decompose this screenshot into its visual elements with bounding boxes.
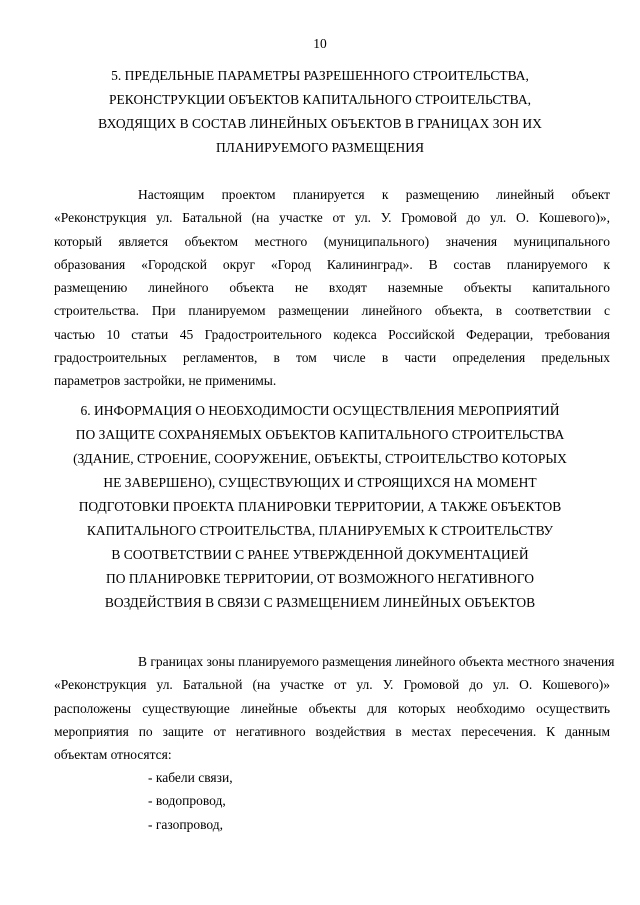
section-6-heading xyxy=(70,399,570,615)
section-6-heading-line: ПО ЗАЩИТЕ СОХРАНЯЕМЫХ ОБЪЕКТОВ КАПИТАЛЬНОГО СТРОИТЕЛЬСТВА xyxy=(75,427,565,442)
section-5-paragraph xyxy=(54,183,610,393)
paragraph-line: частью 10 статьи 45 Градостроительного кодекса Российской Федерации, требования xyxy=(54,326,610,342)
section-5-heading-line: ВХОДЯЩИХ В СОСТАВ ЛИНЕЙНЫХ ОБЪЕКТОВ В ГРАНИЦАХ ЗОН ИХ xyxy=(98,116,542,131)
paragraph-line: градостроительных регламентов, в том числе в части определения предельных xyxy=(54,350,610,366)
list-item: - газопровод, xyxy=(148,816,224,832)
section-6-heading-line: (ЗДАНИЕ, СТРОЕНИЕ, СООРУЖЕНИЕ, ОБЪЕКТЫ, СТРОИТЕЛЬСТВО КОТОРЫХ xyxy=(73,451,567,466)
section-5-heading-line: РЕКОНСТРУКЦИИ ОБЪЕКТОВ КАПИТАЛЬНОГО СТРОИТЕЛЬСТВА, xyxy=(109,92,531,107)
list-item: - кабели связи, xyxy=(148,770,233,785)
section-6-paragraph xyxy=(54,650,615,766)
paragraph-line: который является объектом местного (муниципального) значения муниципального xyxy=(54,233,610,249)
page-number: 10 xyxy=(313,36,327,51)
paragraph-line: объектам относятся: xyxy=(54,747,172,763)
paragraph-line: «Реконструкция ул. Батальной (на участке от ул. У. Громовой до ул. О. Кошевого)» xyxy=(54,677,610,693)
paragraph-line: параметров застройки, не применимы. xyxy=(54,373,277,389)
section-6-heading-line: КАПИТАЛЬНОГО СТРОИТЕЛЬСТВА, ПЛАНИРУЕМЫХ К СТРОИТЕЛЬСТВУ xyxy=(86,523,554,538)
protected-objects-list xyxy=(148,766,233,836)
section-5-heading-line: 5. ПРЕДЕЛЬНЫЕ ПАРАМЕТРЫ РАЗРЕШЕННОГО СТРОИТЕЛЬСТВА, xyxy=(111,68,529,83)
paragraph-line: образования «Городской округ «Город Калининград». В состав планируемого к xyxy=(54,256,610,272)
paragraph-line: Настоящим проектом планируется к размещению линейный объект xyxy=(138,187,610,202)
paragraph-line: мероприятия по защите от негативного воздействия в местах пересечения. К данным xyxy=(54,723,610,739)
paragraph-line: размещению линейного объекта не входят наземные объекты капитального xyxy=(54,280,610,296)
paragraph-line: «Реконструкция ул. Батальной (на участке от ул. У. Громовой до ул. О. Кошевого)», xyxy=(54,210,610,226)
section-6-heading-line: ПО ПЛАНИРОВКЕ ТЕРРИТОРИИ, ОТ ВОЗМОЖНОГО НЕГАТИВНОГО xyxy=(105,571,534,586)
section-5-heading-line: ПЛАНИРУЕМОГО РАЗМЕЩЕНИЯ xyxy=(215,140,425,155)
section-6-heading-line: ПОДГОТОВКИ ПРОЕКТА ПЛАНИРОВКИ ТЕРРИТОРИИ, А ТАКЖЕ ОБЪЕКТОВ xyxy=(78,499,562,514)
paragraph-line: В границах зоны планируемого размещения линейного объекта местного значения xyxy=(138,654,615,669)
section-6-heading-line: В СООТВЕТСТВИИ С РАНЕЕ УТВЕРЖДЕННОЙ ДОКУМЕНТАЦИЕЙ xyxy=(111,547,529,562)
paragraph-line: расположены существующие линейные объекты для которых необходимо осуществить xyxy=(54,700,610,716)
paragraph-line: строительства. При планируемом размещении линейного объекта, в соответствии с xyxy=(54,303,610,319)
section-6-heading-line: НЕ ЗАВЕРШЕНО), СУЩЕСТВУЮЩИХ И СТРОЯЩИХСЯ НА МОМЕНТ xyxy=(103,475,537,490)
section-5-heading xyxy=(70,64,570,160)
section-6-heading-line: 6. ИНФОРМАЦИЯ О НЕОБХОДИМОСТИ ОСУЩЕСТВЛЕНИЯ МЕРОПРИЯТИЙ xyxy=(80,403,560,418)
list-item: - водопровод, xyxy=(148,793,226,809)
section-6-heading-line: ВОЗДЕЙСТВИЯ В СВЯЗИ С РАЗМЕЩЕНИЕМ ЛИНЕЙНЫХ ОБЪЕКТОВ xyxy=(104,595,536,610)
